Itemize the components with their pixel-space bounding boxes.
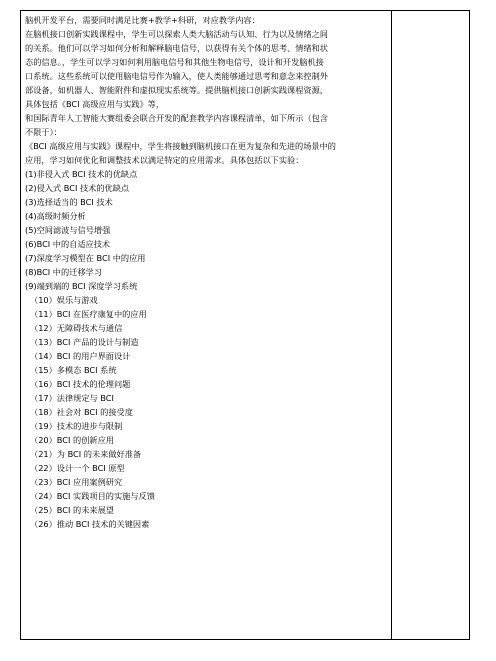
requirement-cell [25, 13, 387, 531]
list-item: （19）技术的进步与限制 [30, 421, 123, 431]
intro-line: 脑机开发平台，需要同时满足比赛+教学+科研，对应教学内容： [25, 15, 260, 25]
list-item: （21）为 BCI 的未来做好准备 [30, 449, 142, 459]
intro-line: 具体包括《BCI 高级应用与实践》等， [25, 99, 165, 109]
intro-line: 的关系。他们可以学习如何分析和解释脑电信号，以获得有关个体的思考、情绪和状 [25, 43, 328, 53]
list-item: （24）BCI 实践项目的实施与反馈 [30, 491, 155, 501]
list-item: （20）BCI 的创新应用 [30, 435, 114, 445]
list-item: (3)选择适当的 BCI 技术 [25, 197, 113, 207]
list-item: （15）多模态 BCI 系统 [30, 365, 117, 375]
column-divider [391, 11, 392, 639]
experiment-list [25, 167, 387, 531]
list-item: （17）法律规定与 BCI [30, 393, 114, 403]
list-item: （18）社会对 BCI 的接受度 [30, 407, 133, 417]
list-item: (8)BCI 中的迁移学习 [25, 267, 102, 277]
list-item: (5)空间滤波与信号增强 [25, 225, 111, 235]
spec-table [20, 10, 470, 640]
list-item: （22）设计一个 BCI 原型 [30, 463, 125, 473]
list-item: (1)非侵入式 BCI 技术的优缺点 [25, 169, 138, 179]
list-item: （23）BCI 应用案例研究 [30, 477, 123, 487]
intro-line: 和国际青年人工智能大赛组委会联合开发的配套教学内容课程清单，如下所示（包含 [25, 113, 328, 123]
list-item: （16）BCI 技术的伦理问题 [30, 379, 131, 389]
list-item: （13）BCI 产品的设计与制造 [30, 337, 139, 347]
list-item: (9)端到端的 BCI 深度学习系统 [25, 281, 138, 291]
intro-line: 不限于）： [25, 127, 62, 137]
intro-line: 部设备，如机器人、智能附件和虚拟现实系统等。提供脑机接口创新实践课程资源， [25, 85, 328, 95]
list-item: (7)深度学习模型在 BCI 中的应用 [25, 253, 146, 263]
list-item: （26）推动 BCI 技术的关键因素 [30, 519, 150, 529]
intro-line: 口系统。这些系统可以使用脑电信号作为输入，使人类能够通过思考和意念来控制外 [25, 71, 328, 81]
list-item: (6)BCI 中的自适应技术 [25, 239, 111, 249]
intro-line: 《BCI 高级应用与实践》课程中，学生将接触到脑机接口在更为复杂和先进的场景中的 [25, 141, 336, 151]
list-item: （25）BCI 的未来展望 [30, 505, 114, 515]
intro-line: 在脑机接口创新实践课程中，学生可以探索人类大脑活动与认知、行为以及情绪之间 [25, 29, 328, 39]
list-item: （11）BCI 在医疗康复中的应用 [30, 309, 147, 319]
list-item: (4)高级时频分析 [25, 211, 86, 221]
intro-line: 应用，学习如何优化和调整技术以满足特定的应用需求。具体包括以下实验： [25, 155, 304, 165]
list-item: （12）无障碍技术与通信 [30, 323, 123, 333]
list-item: （14）BCI 的用户界面设计 [30, 351, 131, 361]
intro-line: 态的信息。，学生可以学习如何利用脑电信号和其他生物电信号，设计和开发脑机接 [25, 57, 324, 67]
list-item: （10）娱乐与游戏 [30, 295, 98, 305]
intro-paragraph [25, 13, 387, 167]
list-item: (2)侵入式 BCI 技术的优缺点 [25, 183, 130, 193]
